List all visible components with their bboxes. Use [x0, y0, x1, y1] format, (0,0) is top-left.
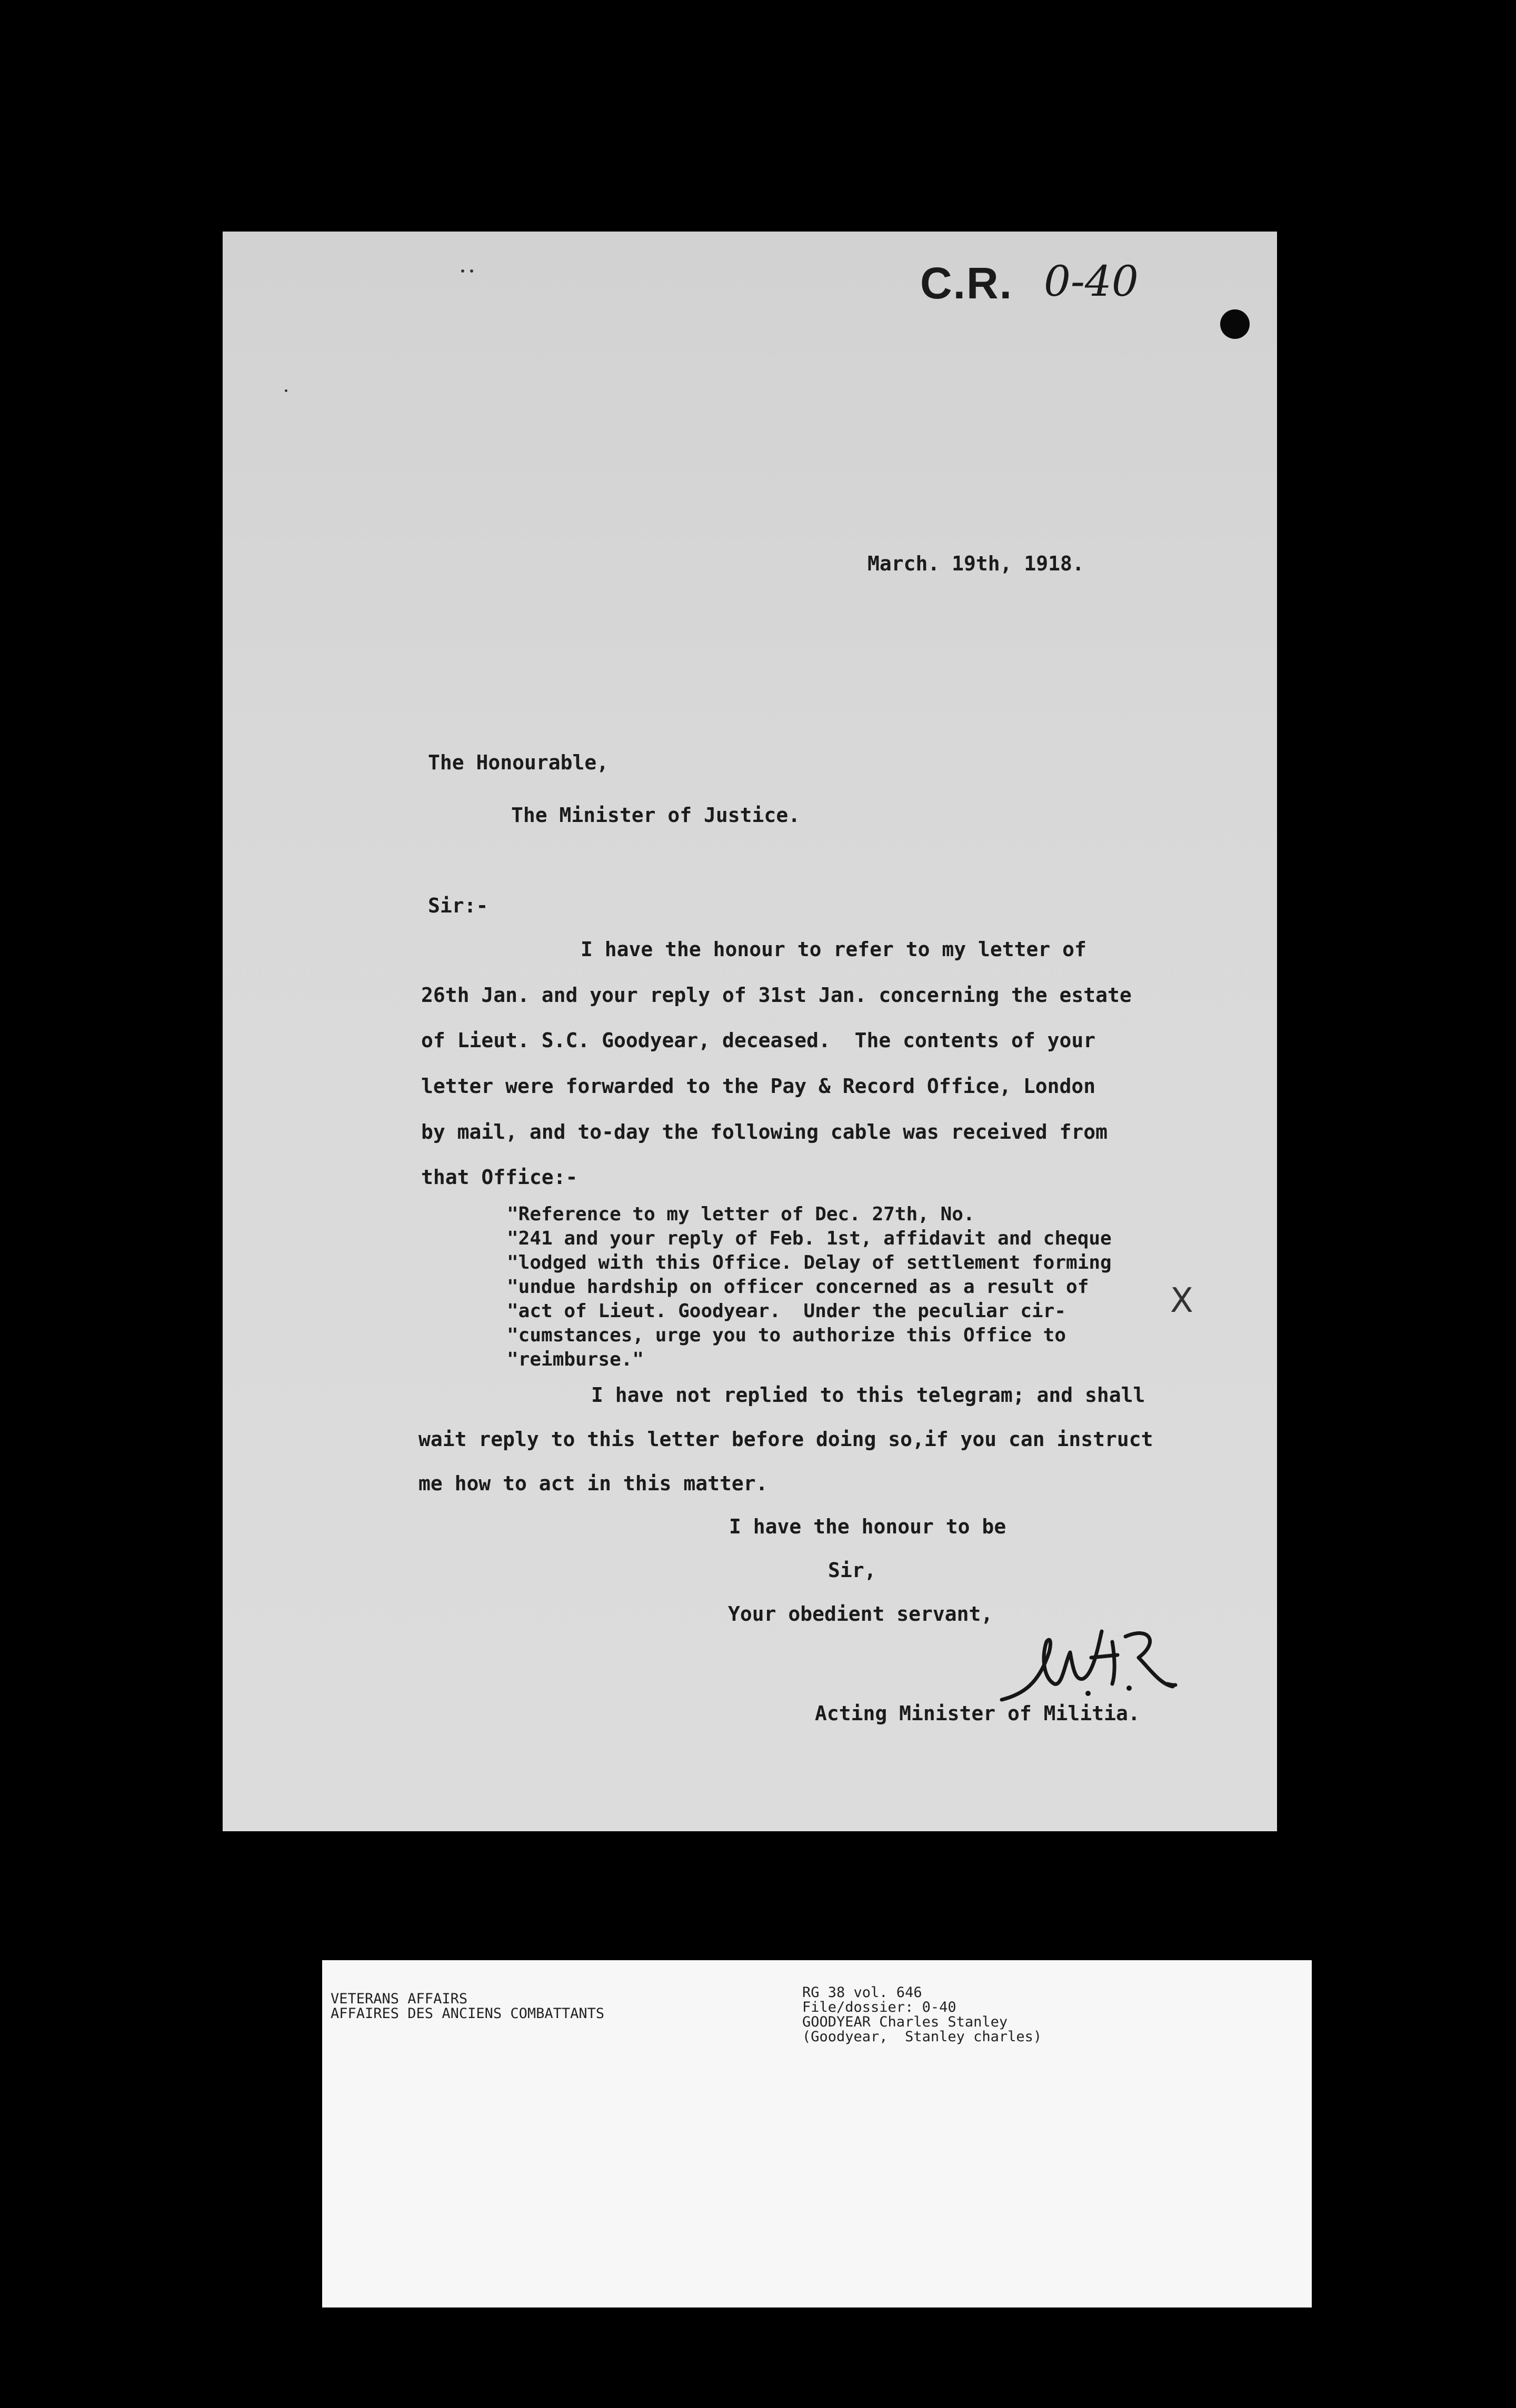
- body-line-1: I have the honour to refer to my letter of: [581, 938, 1086, 961]
- archive-volume: RG 38 vol. 646: [802, 1984, 922, 2001]
- cable-line-2: "241 and your reply of Feb. 1st, affidavit and cheque: [507, 1228, 1112, 1249]
- cable-line-4: "undue hardship on officer concerned as a result of: [507, 1276, 1089, 1298]
- cable-line-6: "cumstances, urge you to authorize this Office to: [507, 1325, 1066, 1346]
- cable-line-3: "lodged with this Office. Delay of settlement forming: [507, 1252, 1112, 1273]
- closing-line-1: I have the honour to be: [729, 1515, 1006, 1538]
- speck: [285, 389, 287, 392]
- reply-line-1: I have not replied to this telegram; and shall: [591, 1383, 1145, 1407]
- file-mark: C.R.: [920, 258, 1013, 308]
- punch-hole: [1220, 309, 1250, 339]
- department-fr: AFFAIRES DES ANCIENS COMBATTANTS: [331, 2005, 605, 2022]
- closing-line-2: Sir,: [828, 1559, 876, 1582]
- speck: [461, 269, 464, 273]
- letter-page: [223, 232, 1277, 1831]
- cable-line-7: "reimburse.": [507, 1349, 644, 1370]
- margin-mark: X: [1170, 1281, 1193, 1320]
- reply-line-3: me how to act in this matter.: [418, 1472, 768, 1495]
- signatory-title: Acting Minister of Militia.: [815, 1702, 1140, 1725]
- file-number-handwritten: 0-40: [1044, 257, 1139, 306]
- subject-name: GOODYEAR Charles Stanley: [802, 2014, 1008, 2030]
- body-line-2: 26th Jan. and your reply of 31st Jan. concerning the estate: [421, 984, 1132, 1007]
- cable-line-1: "Reference to my letter of Dec. 27th, No.: [507, 1203, 975, 1225]
- subject-alt-name: (Goodyear, Stanley charles): [802, 2029, 1042, 2045]
- salutation: Sir:-: [428, 894, 488, 917]
- body-line-5: by mail, and to-day the following cable was received from: [421, 1120, 1108, 1143]
- file-dossier: File/dossier: 0-40: [802, 1999, 956, 2015]
- body-line-6: that Office:-: [421, 1166, 578, 1189]
- body-line-3: of Lieut. S.C. Goodyear, deceased. The contents of your: [421, 1029, 1096, 1052]
- letter-date: March. 19th, 1918.: [867, 552, 1084, 575]
- addressee-line-2: The Minister of Justice.: [511, 804, 801, 827]
- department-en: VETERANS AFFAIRS: [331, 1991, 468, 2007]
- speck: [470, 269, 473, 273]
- addressee-line-1: The Honourable,: [428, 751, 609, 774]
- cable-line-5: "act of Lieut. Goodyear. Under the peculiar cir-: [507, 1300, 1066, 1322]
- closing-line-3: Your obedient servant,: [728, 1602, 993, 1626]
- archive-catalog-card: [322, 1960, 1312, 2307]
- reply-line-2: wait reply to this letter before doing so,if you can instruct: [418, 1428, 1153, 1451]
- body-line-4: letter were forwarded to the Pay & Record Office, London: [421, 1075, 1096, 1098]
- signature: [991, 1621, 1181, 1715]
